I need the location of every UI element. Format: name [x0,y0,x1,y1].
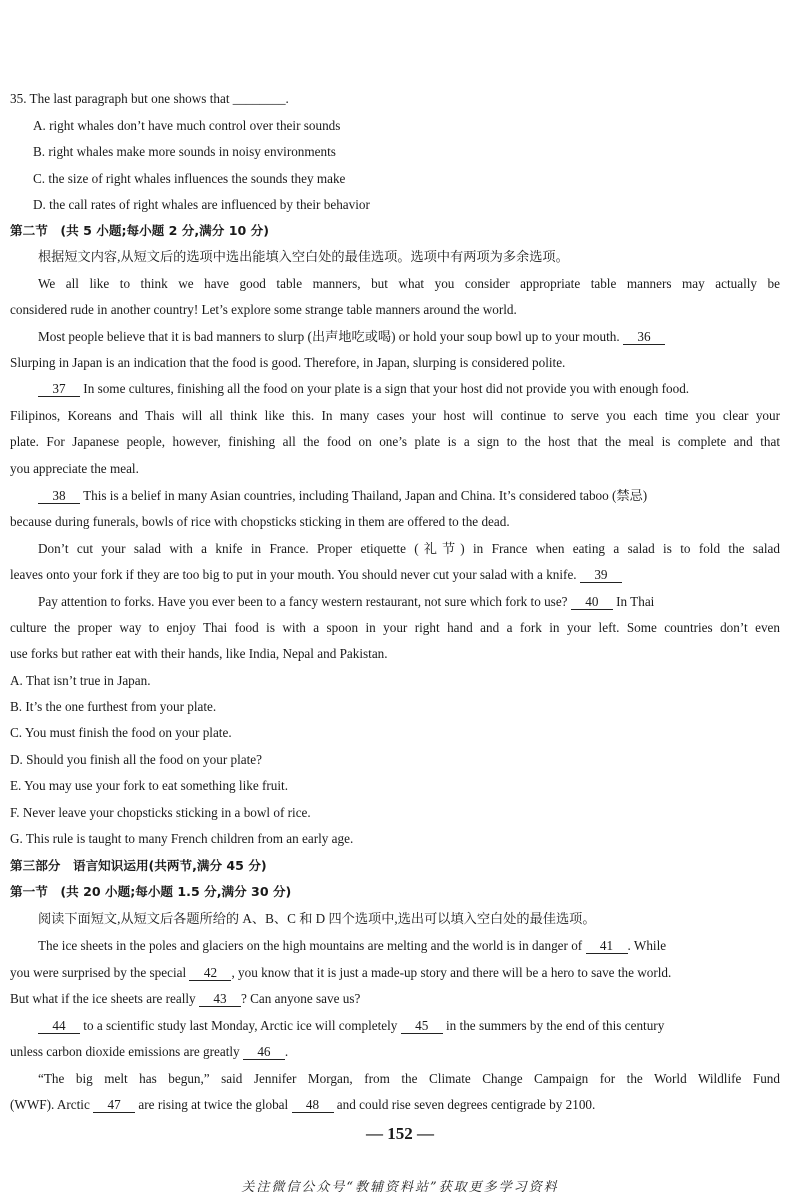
option-item: F. Never leave your chopsticks sticking in a bowl of rice. [10,805,311,820]
question-35-option: B. right whales make more sounds in noisy environments [33,144,336,159]
blank-47: 47 [93,1097,135,1113]
blank-46: 46 [243,1044,285,1060]
question-35-option: C. the size of right whales influences the sounds they make [33,171,346,186]
passage-line: Filipinos, Koreans and Thais will all think like this. In many cases your host will continue to serve you each time you clear your [10,408,780,423]
passage-line: considered rude in another country! Let’s explore some strange table manners around the world. [10,302,517,317]
option-item: D. Should you finish all the food on your plate? [10,752,262,767]
blank-48: 48 [292,1097,334,1113]
passage-line: The ice sheets in the poles and glaciers on the high mountains are melting and the world is in danger of 41 . While [38,938,667,953]
blank-40: 40 [571,594,613,610]
passage-line: But what if the ice sheets are really 43 ? Can anyone save us? [10,991,361,1006]
question-35-stem: 35. The last paragraph but one shows that ________. [10,91,289,106]
blank-37: 37 [38,381,80,397]
passage-line: “The big melt has begun,” said Jennifer Morgan, from the Climate Change Campaign for the World Wildlife Fund [38,1071,780,1086]
blank-42: 42 [189,965,231,981]
blank-39: 39 [580,567,622,583]
passage-line: you appreciate the meal. [10,461,139,476]
section-heading: 第二节 (共 5 小题;每小题 2 分,满分 10 分) [10,223,270,238]
passage-line: 44 to a scientific study last Monday, Arctic ice will completely 45 in the summers by the end of this century [38,1017,780,1035]
passage-line: you were surprised by the special 42 , you know that it is just a made-up story and there will be a hero to save the world. [10,965,672,980]
passage-line: culture the proper way to enjoy Thai food is with a spoon in your right hand and a fork in your left. Some countries don’t even [10,620,780,635]
passage-line: (WWF). Arctic 47 are rising at twice the global 48 and could rise seven degrees centigrade by 2100. [10,1097,596,1112]
option-item: A. That isn’t true in Japan. [10,673,151,688]
passage-line: Slurping in Japan is an indication that the food is good. Therefore, in Japan, slurping is considered polite. [10,355,566,370]
blank-43: 43 [199,991,241,1007]
page-number: — 152 — [366,1124,434,1143]
answer-blank: ________ [232,91,286,106]
passage-line: Most people believe that it is bad manners to slurp (出声地吃或喝) or hold your soup bowl up to your mouth. 36 [38,328,780,346]
blank-45: 45 [401,1018,443,1034]
question-35-option: A. right whales don’t have much control over their sounds [33,118,341,133]
section-heading: 第一节 (共 20 小题;每小题 1.5 分,满分 30 分) [10,884,292,899]
passage-line: Don’t cut your salad with a knife in France. Proper etiquette (礼节) in France when eating a salad is to fold the salad [38,541,780,556]
passage-line: unless carbon dioxide emissions are greatly 46 . [10,1044,289,1059]
section-instruction: 根据短文内容,从短文后的选项中选出能填入空白处的最佳选项。选项中有两项为多余选项。 [38,249,569,264]
passage-line: because during funerals, bowls of rice with chopsticks sticking in them are offered to the dead. [10,514,510,529]
passage-line: We all like to think we have good table manners, but what you consider appropriate table manners may actually be [38,276,780,291]
passage-line: plate. For Japanese people, however, finishing all the food on one’s plate is a sign to the host that the meal is complete and that [10,434,780,449]
footer-note: 关注微信公众号“教辅资料站”获取更多学习资料 [241,1180,559,1195]
section-instruction: 阅读下面短文,从短文后各题所给的 A、B、C 和 D 四个选项中,选出可以填入空白处的最佳选项。 [38,911,596,926]
blank-44: 44 [38,1018,80,1034]
part-heading: 第三部分 语言知识运用(共两节,满分 45 分) [10,858,267,873]
blank-41: 41 [586,938,628,954]
passage-line: 38 This is a belief in many Asian countries, including Thailand, Japan and China. It’s considered taboo (禁忌) [38,487,780,505]
option-item: C. You must finish the food on your plate. [10,725,232,740]
blank-36: 36 [623,329,665,345]
passage-line: Pay attention to forks. Have you ever been to a fancy western restaurant, not sure which fork to use? 40 In Thai [38,594,655,609]
question-35-option: D. the call rates of right whales are influenced by their behavior [33,197,370,212]
passage-line: leaves onto your fork if they are too big to put in your mouth. You should never cut your salad with a knife. 39 [10,566,780,584]
passage-line: 37 In some cultures, finishing all the food on your plate is a sign that your host did not provide you with enough food. [38,380,780,398]
blank-38: 38 [38,488,80,504]
option-item: E. You may use your fork to eat something like fruit. [10,778,288,793]
option-item: G. This rule is taught to many French children from an early age. [10,831,354,846]
option-item: B. It’s the one furthest from your plate. [10,699,217,714]
passage-line: use forks but rather eat with their hands, like India, Nepal and Pakistan. [10,646,388,661]
